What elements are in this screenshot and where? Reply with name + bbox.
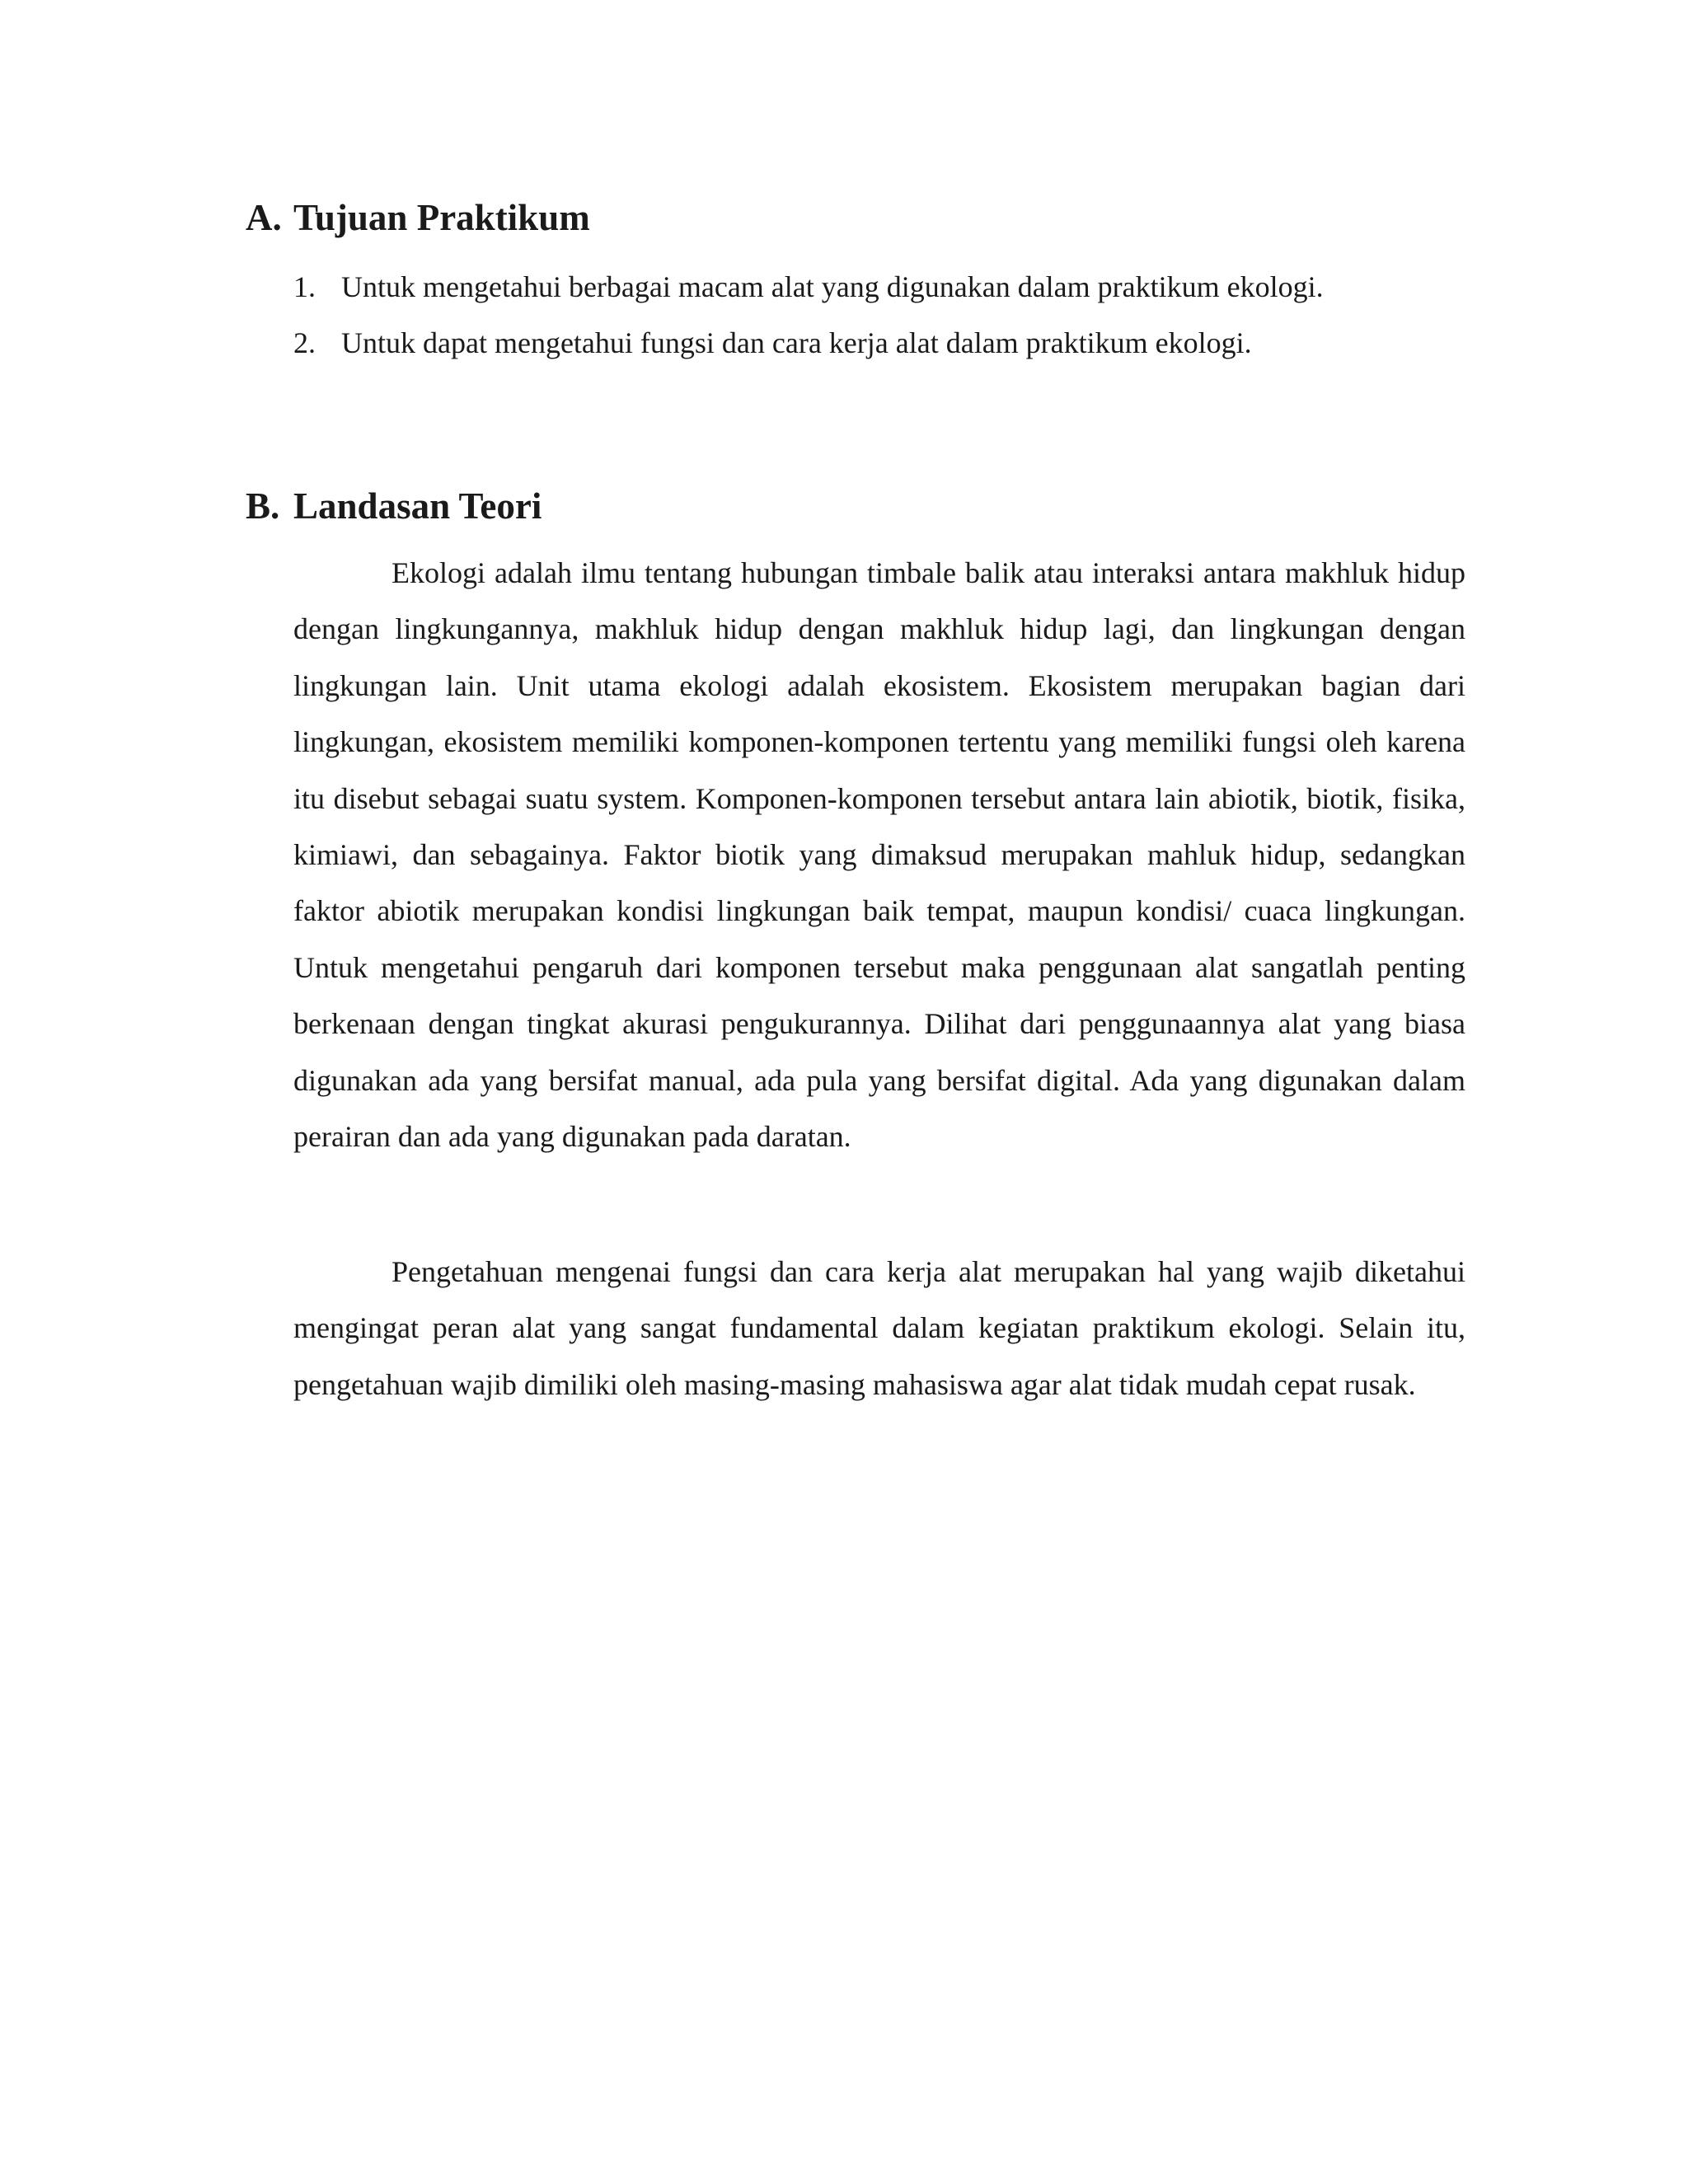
list-item [293, 315, 1324, 371]
objectives-list [293, 259, 1324, 371]
list-item-text: Untuk mengetahui berbagai macam alat yang digunakan dalam praktikum ekologi. [341, 270, 1324, 303]
list-item-text: Untuk dapat mengetahui fungsi dan cara kerja alat dalam praktikum ekologi. [341, 326, 1252, 359]
list-item [293, 259, 1324, 315]
section-title: Landasan Teori [293, 485, 542, 527]
list-item-number: 2. [293, 326, 316, 359]
list-item-number: 1. [293, 270, 316, 303]
body-paragraph: Pengetahuan mengenai fungsi dan cara kerja alat merupakan hal yang wajib diketahui mengingat peran alat yang sangat fundamental dalam kegiatan praktikum ekologi. Selain itu, pengetahuan wajib dimiliki oleh masing-masing mahasiswa agar alat tidak mudah cepat rusak. [293, 1255, 1465, 1401]
section-heading [246, 191, 1465, 244]
body-paragraph: Ekologi adalah ilmu tentang hubungan timbale balik atau interaksi antara makhluk hidup dengan lingkungannya, makhluk hidup dengan makhluk hidup lagi, dan lingkungan dengan lingkungan lain. Unit utama ekologi adalah ekosistem. Ekosistem merupakan bagian dari lingkungan, ekosistem memiliki komponen-komponen tertentu yang memiliki fungsi oleh karena itu disebut sebagai suatu system. Komponen-komponen tersebut antara lain abiotik, biotik, fisika, kimiawi, dan sebagainya. Faktor biotik yang dimaksud merupakan mahluk hidup, sedangkan faktor abiotik merupakan kondisi lingkungan baik tempat, maupun kondisi/ cuaca lingkungan. Untuk mengetahui pengaruh dari komponen tersebut maka penggunaan alat sangatlah penting berkenaan dengan tingkat akurasi pengukurannya. Dilihat dari penggunaannya alat yang biasa digunakan ada yang bersifat manual, ada pula yang bersifat digital. Ada yang digunakan dalam perairan dan ada yang digunakan pada daratan. [293, 556, 1465, 1154]
section-heading [246, 480, 1465, 532]
section-tujuan-praktikum [246, 191, 1465, 359]
section-letter: A. [246, 197, 282, 238]
section-title: Tujuan Praktikum [293, 197, 590, 238]
section-letter: B. [246, 485, 280, 527]
section-landasan-teori [246, 480, 1465, 1401]
